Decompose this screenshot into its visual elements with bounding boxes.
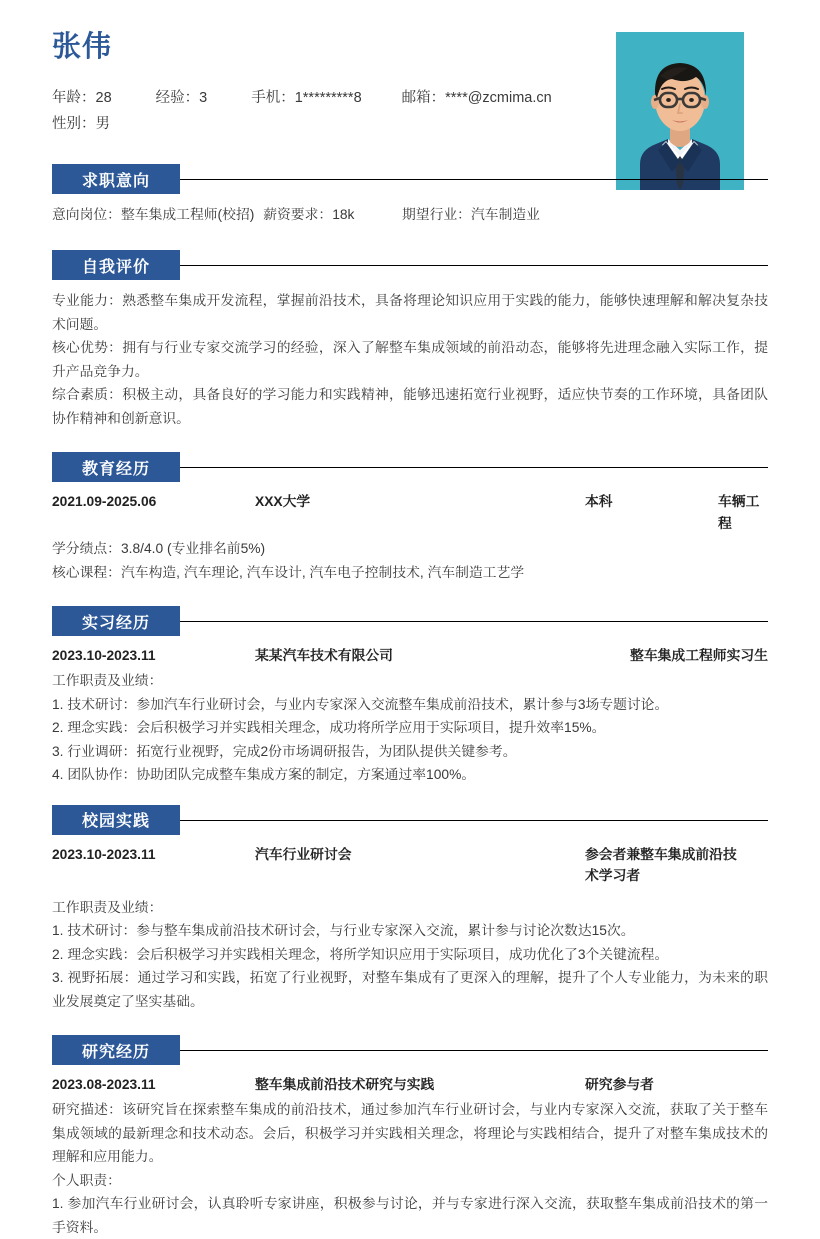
resume-header [52, 0, 768, 160]
section-badge: 研究经历 [52, 1035, 180, 1065]
section-divider [180, 1050, 768, 1051]
education-degree: 本科 [585, 494, 613, 509]
campus-intro: 工作职责及业绩： [52, 899, 163, 915]
field-value-position: 整车集成工程师(校招) [120, 207, 255, 222]
internship-role: 整车集成工程师实习生 [630, 648, 768, 663]
section-divider [180, 179, 768, 180]
internship-company: 某某汽车技术有限公司 [255, 648, 393, 663]
info-value-age: 28 [95, 89, 112, 106]
campus-role: 参会者兼整车集成前沿技术学习者 [585, 846, 737, 883]
job-intention-right [402, 203, 768, 226]
field-value-salary: 18k [332, 207, 355, 222]
internship-date: 2023.10-2023.11 [52, 648, 156, 663]
info-label-age: 年龄： [52, 89, 96, 106]
education-school: XXX大学 [255, 494, 311, 509]
info-item-age [52, 85, 112, 111]
info-label-email: 邮箱： [401, 89, 446, 106]
section-divider [180, 467, 768, 468]
section-badge: 求职意向 [52, 164, 180, 194]
section-divider [180, 621, 768, 622]
field-label-salary: 薪资要求： [263, 207, 333, 222]
info-item-phone [251, 85, 361, 111]
internship-intro: 工作职责及业绩： [52, 673, 163, 688]
campus-activity: 汽车行业研讨会 [255, 846, 352, 862]
internship-bullet: 1. 技术研讨：参加汽车行业研讨会，与业内专家深入交流整车集成前沿技术，累计参与3场专题讨论。 [52, 696, 669, 712]
internship-bullet: 2. 理念实践：会后积极学习并实践相关理念，成功将所学应用于实际项目，提升效率15%。 [52, 720, 606, 735]
job-intention-left [52, 203, 402, 226]
education-date: 2021.09-2025.06 [52, 494, 157, 509]
section-header-research [52, 1035, 768, 1065]
research-date: 2023.08-2023.11 [52, 1077, 156, 1092]
field-label-position: 意向岗位： [52, 207, 121, 222]
education-major: 车辆工程 [718, 494, 760, 531]
campus-entry-row [52, 844, 768, 886]
info-item-gender [52, 111, 110, 137]
research-entry-row [52, 1074, 768, 1096]
research-duty: 1. 参加汽车行业研讨会，认真聆听专家讲座，积极参与讨论，并与专家进行深入交流，获取整车集成前沿技术的第一手资料。 [52, 1196, 768, 1235]
section-header-job-intention [52, 164, 768, 194]
research-project: 整车集成前沿技术研究与实践 [255, 1077, 435, 1092]
info-value-experience: 3 [199, 89, 208, 106]
info-item-email [402, 85, 552, 111]
page-title: 张伟 [52, 31, 113, 63]
internship-bullet: 4. 团队协作：协助团队完成整车集成方案的制定，方案通过率100%。 [52, 767, 476, 782]
education-detail: 学分绩点：3.8/4.0 (专业排名前5%) [52, 541, 266, 556]
section-self-evaluation [52, 250, 768, 430]
section-education [52, 452, 768, 584]
self-evaluation-paragraph: 综合素质：积极主动，具备良好的学习能力和实践精神，能够迅速拓宽行业视野，适应快节奏的工作环境，具备团队协作精神和创新意识。 [52, 387, 768, 426]
section-badge: 校园实践 [52, 805, 180, 835]
info-label-experience: 经验： [155, 89, 200, 106]
research-role: 研究参与者 [585, 1077, 654, 1092]
campus-bullet: 3. 视野拓展：通过学习和实践，拓宽了行业视野，对整车集成有了更深入的理解，提升了个人专业能力，为未来的职业发展奠定了坚实基础。 [52, 970, 768, 1009]
self-evaluation-paragraph: 专业能力：熟悉整车集成开发流程，掌握前沿技术，具备将理论知识应用于实践的能力，能够快速理解和解决复杂技术问题。 [52, 293, 768, 332]
info-value-gender: 男 [95, 115, 110, 132]
section-badge: 自我评价 [52, 250, 180, 280]
research-description: 研究描述：该研究旨在探索整车集成的前沿技术，通过参加汽车行业研讨会，与业内专家深入交流，获取了关于整车集成领域的最新理念和技术动态。会后，积极学习并实践相关理念，将理论与实践相结合，提升了对整车集成技术的理解和应用能力。 [52, 1102, 768, 1164]
section-campus-practice [52, 805, 768, 1014]
info-item-experience [156, 85, 208, 111]
section-job-intention [52, 164, 768, 226]
field-value-industry: 汽车制造业 [470, 207, 540, 222]
internship-entry-row [52, 645, 768, 667]
section-internship [52, 606, 768, 787]
section-divider [180, 265, 768, 266]
section-header-education [52, 452, 768, 482]
section-divider [180, 820, 768, 821]
info-label-gender: 性别： [52, 115, 96, 132]
research-duties-intro: 个人职责： [52, 1172, 121, 1188]
job-intention-fields [52, 203, 768, 226]
internship-bullet: 3. 行业调研：拓宽行业视野，完成2份市场调研报告，为团队提供关键参考。 [52, 743, 517, 759]
section-header-self-evaluation [52, 250, 768, 280]
info-value-email: ****@zcmima.cn [445, 89, 552, 106]
field-label-industry: 期望行业： [402, 207, 471, 222]
education-entry-row [52, 491, 768, 535]
section-badge: 教育经历 [52, 452, 180, 482]
self-evaluation-paragraph: 核心优势：拥有与行业专家交流学习的经验，深入了解整车集成领域的前沿动态，能够将先进理念融入实际工作，提升产品竞争力。 [52, 340, 768, 379]
section-header-campus-practice [52, 805, 768, 835]
section-header-internship [52, 606, 768, 636]
info-label-phone: 手机： [251, 89, 295, 106]
education-detail: 核心课程：汽车构造, 汽车理论, 汽车设计, 汽车电子控制技术, 汽车制造工艺学 [52, 564, 525, 580]
campus-date: 2023.10-2023.11 [52, 846, 156, 862]
campus-bullet: 1. 技术研讨：参与整车集成前沿技术研讨会，与行业专家深入交流，累计参与讨论次数达15次。 [52, 923, 635, 938]
campus-bullet: 2. 理念实践：会后积极学习并实践相关理念，将所学知识应用于实际项目，成功优化了3个关键流程。 [52, 946, 669, 962]
section-research [52, 1035, 768, 1239]
info-value-phone: 1*********8 [294, 89, 362, 106]
section-badge: 实习经历 [52, 606, 180, 636]
